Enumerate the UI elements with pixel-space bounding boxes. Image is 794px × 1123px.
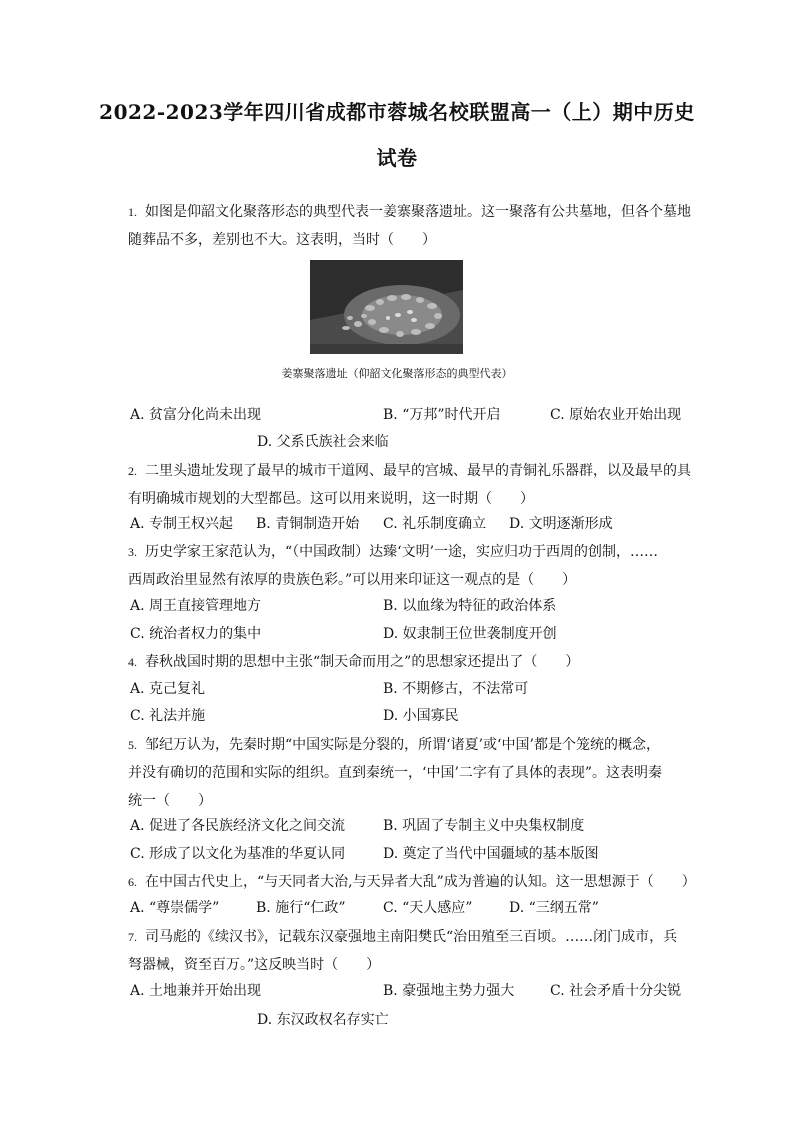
option-c[interactable]: C. 原始农业开始出现	[550, 407, 682, 423]
question-1	[128, 198, 698, 226]
option-d[interactable]: D. 文明逐渐形成	[509, 516, 613, 532]
question-3-continued: 西周政治里显然有浓厚的贵族色彩。”可以用来印证这一观点的是（ ）	[128, 572, 577, 588]
option-a[interactable]: A. 专制王权兴起	[130, 516, 234, 532]
option-d[interactable]: D. 奴隶制王位世袭制度开创	[383, 626, 557, 642]
option-b[interactable]: B. 巩固了专制主义中央集权制度	[383, 818, 585, 834]
question-text: 司马彪的《续汉书》，记载东汉豪强地主南阳樊氏“治田殖至三百顷。……闭门成市，兵	[145, 929, 678, 945]
option-a[interactable]: A. 克己复礼	[130, 681, 206, 697]
option-b[interactable]: B. 不期修古，不法常可	[383, 681, 529, 697]
option-a[interactable]: A. 促进了各民族经济文化之间交流	[130, 818, 346, 834]
option-d[interactable]: D. 东汉政权名存实亡	[257, 1012, 389, 1028]
option-c[interactable]: C. 礼乐制度确立	[383, 516, 487, 532]
option-a[interactable]: A. “尊崇儒学”	[130, 900, 220, 916]
question-5	[128, 731, 698, 759]
site-photo-drawing	[310, 260, 463, 354]
question-3	[128, 538, 698, 566]
option-b[interactable]: B. “万邦”时代开启	[383, 407, 501, 423]
option-c[interactable]: C. 统治者权力的集中	[130, 626, 262, 642]
option-b[interactable]: B. 施行“仁政”	[256, 900, 346, 916]
question-number: 1.	[128, 205, 137, 219]
page-title: 2022-2023学年四川省成都市蓉城名校联盟高一（上）期中历史	[99, 100, 695, 124]
option-b[interactable]: B. 青铜制造开始	[256, 516, 360, 532]
question-7-continued: 弩器械，资至百万。”这反映当时（ ）	[128, 957, 381, 973]
question-number: 5.	[128, 738, 137, 752]
option-c[interactable]: C. “天人感应”	[383, 900, 473, 916]
question-text: 历史学家王家范认为，“（中国政制）达臻‘文明’一途，实应归功于西周的创制，……	[145, 544, 659, 560]
question-2	[128, 457, 698, 485]
question-text: 如图是仰韶文化聚落形态的典型代表一姜寨聚落遗址。这一聚落有公共墓地，但各个墓地	[145, 204, 691, 220]
question-5-continued-2: 统一（ ）	[128, 793, 212, 809]
option-c[interactable]: C. 社会矛盾十分尖锐	[550, 983, 682, 999]
option-d[interactable]: D. 奠定了当代中国疆域的基本版图	[383, 846, 599, 862]
option-c[interactable]: C. 形成了以文化为基准的华夏认同	[130, 846, 346, 862]
jiangzhai-site-photo	[310, 260, 463, 354]
option-a[interactable]: A. 周王直接管理地方	[130, 598, 262, 614]
question-number: 2.	[128, 464, 137, 478]
question-number: 3.	[128, 545, 137, 559]
page-title-continued: 试卷	[376, 146, 418, 170]
question-6	[128, 868, 698, 896]
figure-caption: 姜寨聚落遗址（仰韶文化聚落形态的典型代表）	[281, 367, 513, 380]
question-2-continued: 有明确城市规划的大型都邑。这可以用来说明，这一时期（ ）	[128, 491, 534, 507]
question-7	[128, 923, 698, 951]
question-text: 春秋战国时期的思想中主张“制天命而用之”的思想家还提出了（ ）	[145, 654, 580, 670]
question-text: 二里头遗址发现了最早的城市干道网、最早的宫城、最早的青铜礼乐器群，以及最早的具	[145, 463, 691, 479]
question-4	[128, 648, 698, 676]
option-a[interactable]: A. 土地兼并开始出现	[130, 983, 262, 999]
question-text: 在中国古代史上，“与天同者大治,与天异者大乱”成为普遍的认知。这一思想源于（ ）	[145, 874, 696, 890]
option-d[interactable]: D. 父系氏族社会来临	[257, 434, 389, 450]
option-d[interactable]: D. “三纲五常”	[509, 900, 599, 916]
option-d[interactable]: D. 小国寡民	[383, 708, 459, 724]
option-b[interactable]: B. 豪强地主势力强大	[383, 983, 515, 999]
question-number: 7.	[128, 930, 137, 944]
question-1-continued: 随葬品不多，差别也不大。这表明，当时（ ）	[128, 232, 436, 248]
question-number: 6.	[128, 875, 137, 889]
option-a[interactable]: A. 贫富分化尚未出现	[130, 407, 262, 423]
option-b[interactable]: B. 以血缘为特征的政治体系	[383, 598, 557, 614]
question-5-continued: 并没有确切的范围和实际的组织。直到秦统一，‘中国’二字有了具体的表现”。这表明秦	[128, 765, 663, 781]
question-number: 4.	[128, 655, 137, 669]
question-text: 邹纪万认为，先秦时期“中国实际是分裂的，所谓‘诸夏’或‘中国’都是个笼统的概念，	[145, 737, 660, 753]
option-c[interactable]: C. 礼法并施	[130, 708, 206, 724]
